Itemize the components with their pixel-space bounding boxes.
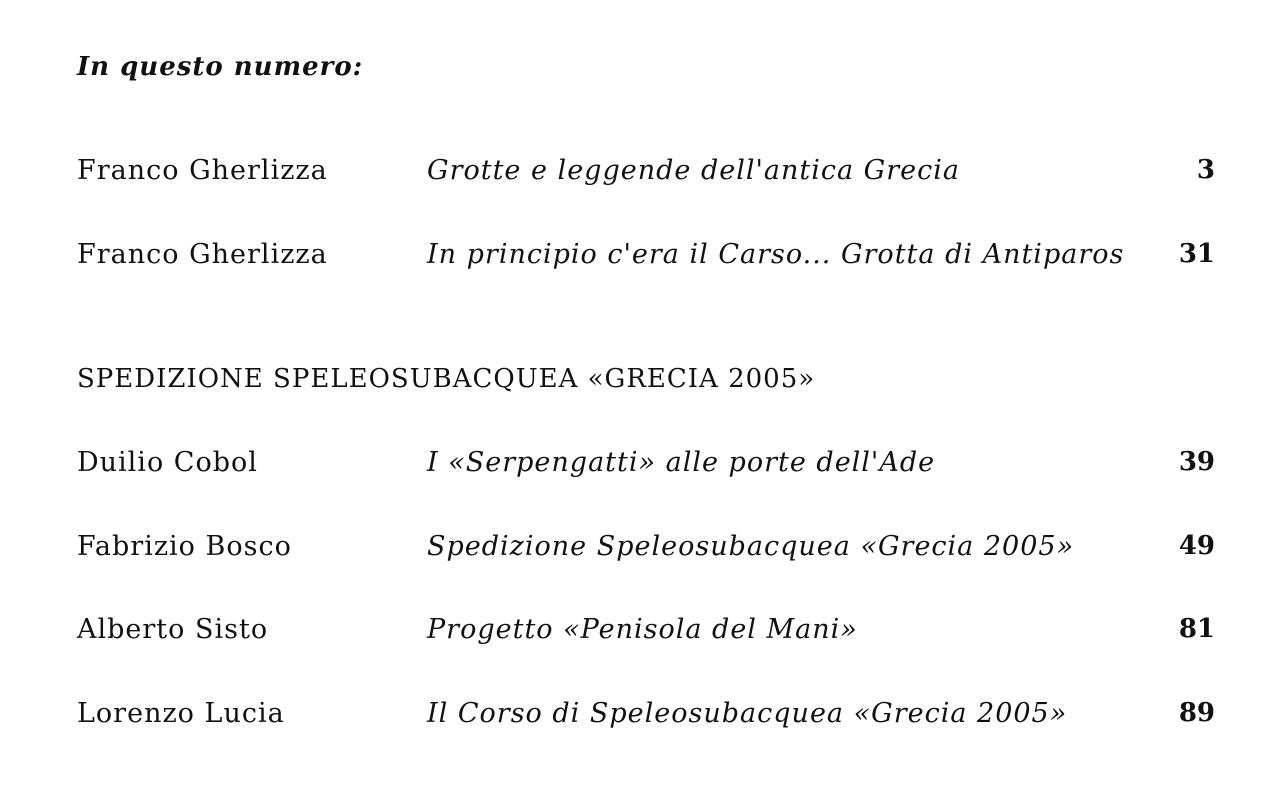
- entry-page-number: 39: [1178, 447, 1215, 477]
- entry-title: Progetto «Penisola del Mani»: [427, 614, 858, 645]
- toc-entry: [0, 698, 1282, 738]
- entry-title: Grotte e leggende dell'antica Grecia: [427, 155, 960, 186]
- entry-page-number: 81: [1178, 614, 1215, 644]
- entry-page-number: 49: [1178, 531, 1215, 561]
- toc-entry: [0, 531, 1282, 571]
- section-title: SPEDIZIONE SPELEOSUBACQUEA «GRECIA 2005»: [77, 364, 816, 394]
- entry-page-number: 3: [1196, 155, 1215, 185]
- toc-heading: In questo numero:: [77, 52, 364, 82]
- entry-author: Duilio Cobol: [77, 447, 258, 478]
- entry-author: Fabrizio Bosco: [77, 531, 292, 562]
- toc-entry: [0, 614, 1282, 654]
- toc-entry: [0, 239, 1282, 279]
- entry-author: Alberto Sisto: [77, 614, 269, 645]
- entry-author: Franco Gherlizza: [77, 155, 328, 186]
- entry-page-number: 89: [1178, 698, 1215, 728]
- entry-page-number: 31: [1178, 239, 1215, 269]
- entry-title: Il Corso di Speleosubacquea «Grecia 2005»: [427, 698, 1068, 729]
- entry-title: Spedizione Speleosubacquea «Grecia 2005»: [427, 531, 1075, 562]
- entry-title: I «Serpengatti» alle porte dell'Ade: [427, 447, 936, 478]
- toc-entry: [0, 447, 1282, 487]
- entry-author: Franco Gherlizza: [77, 239, 328, 270]
- entry-author: Lorenzo Lucia: [77, 698, 285, 729]
- toc-entry: [0, 155, 1282, 195]
- entry-title: In principio c'era il Carso... Grotta di Antiparos: [427, 239, 1125, 270]
